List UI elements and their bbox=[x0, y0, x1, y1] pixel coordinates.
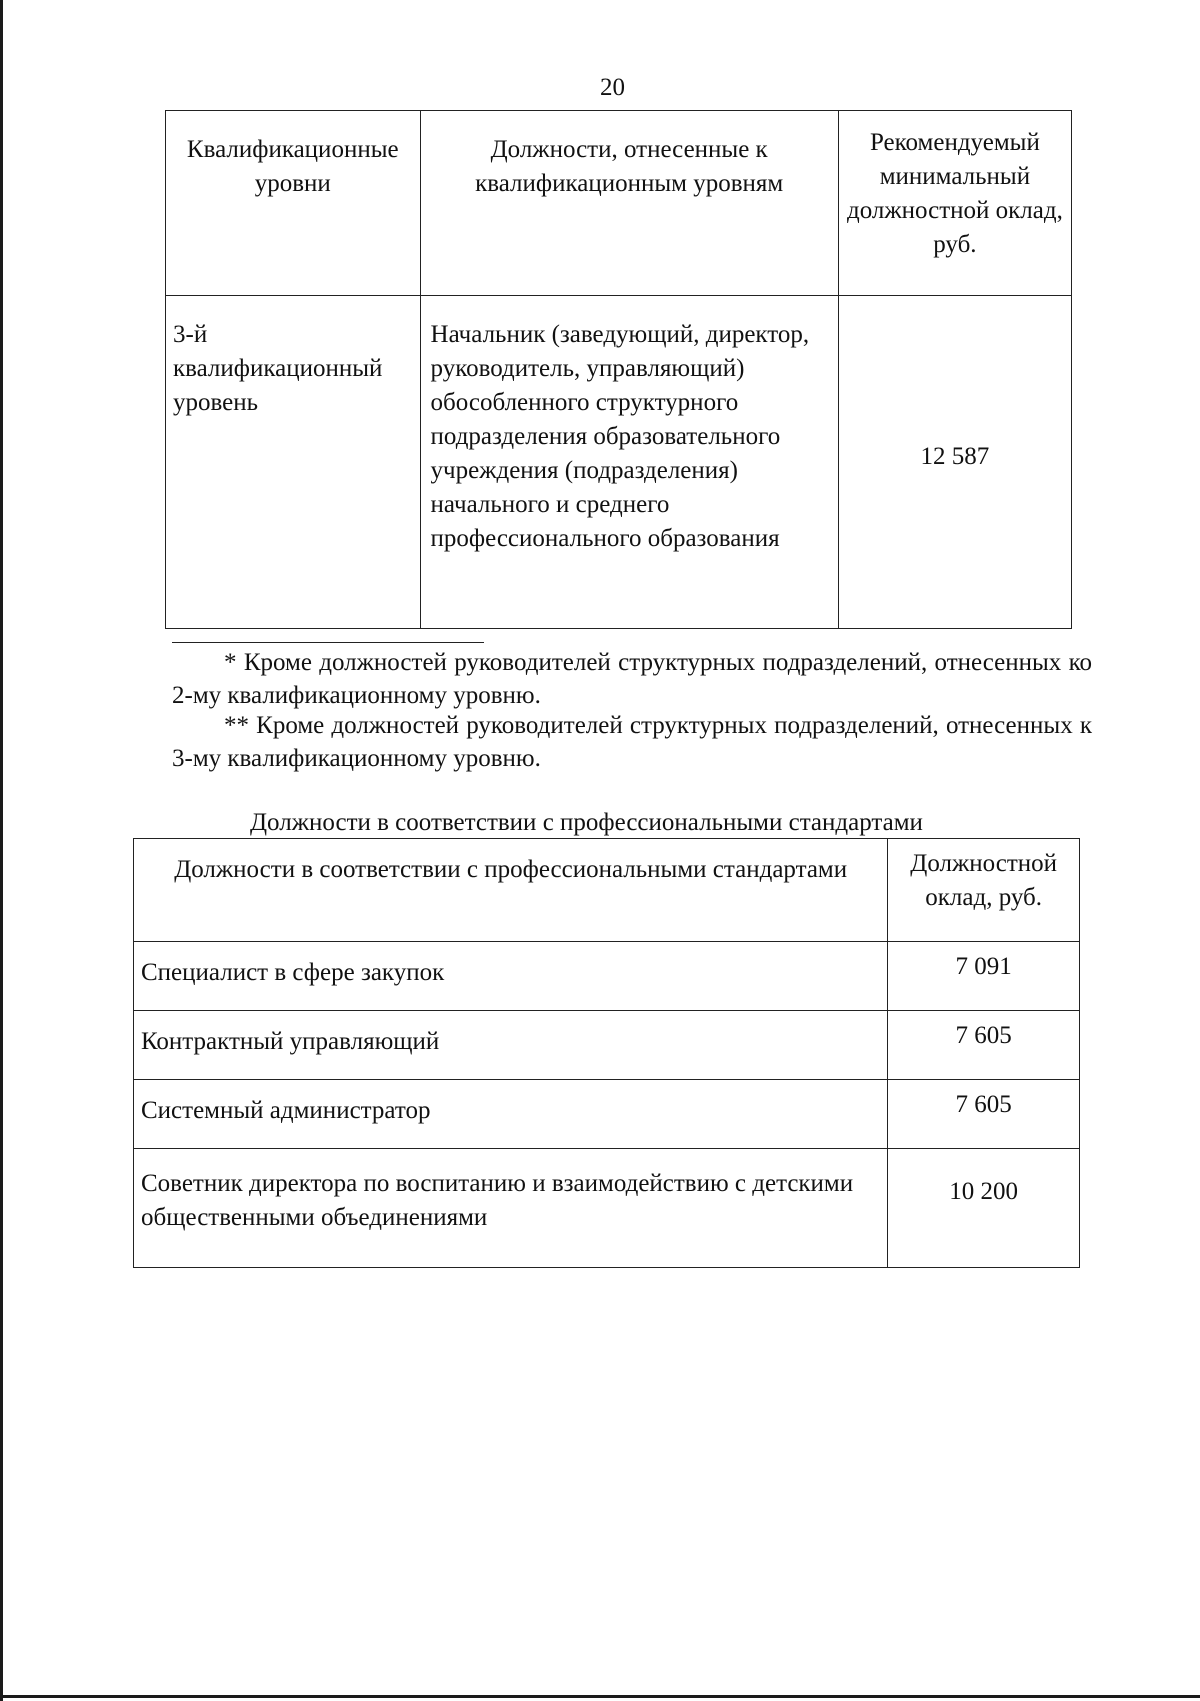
table-row bbox=[134, 1080, 1080, 1149]
table-row bbox=[134, 1149, 1080, 1268]
header-min-salary: Рекомендуемый минимальный должностной оклад, руб. bbox=[838, 111, 1071, 296]
cell-positions: Начальник (заведующий, директор, руководитель, управляющий) обособленного структурного подразделения образовательного учреждения (подразделения) начального и среднего профессионального образования bbox=[420, 296, 838, 629]
cell-position: Системный администратор bbox=[134, 1080, 888, 1149]
footnote-mark: * bbox=[224, 649, 237, 676]
cell-position: Контрактный управляющий bbox=[134, 1011, 888, 1080]
table-row bbox=[134, 942, 1080, 1011]
footnote-2 bbox=[172, 709, 1092, 775]
footnote-1 bbox=[172, 646, 1092, 712]
footnote-mark: ** bbox=[224, 712, 249, 739]
qualification-levels-table bbox=[165, 110, 1072, 629]
footnote-text: Кроме должностей руководителей структурных подразделений, отнесенных ко 2-му квалификационному уровню. bbox=[172, 649, 1093, 709]
footnote-separator bbox=[172, 642, 484, 643]
cell-salary: 7 605 bbox=[888, 1011, 1080, 1080]
table-header-row bbox=[166, 111, 1072, 296]
cell-position: Советник директора по воспитанию и взаимодействию с детскими общественными объединениями bbox=[134, 1149, 888, 1268]
cell-salary: 12 587 bbox=[838, 296, 1071, 629]
header-qualification-levels: Квалификационные уровни bbox=[166, 111, 421, 296]
cell-position: Специалист в сфере закупок bbox=[134, 942, 888, 1011]
header-positions: Должности, отнесенные к квалификационным уровням bbox=[420, 111, 838, 296]
cell-salary: 7 091 bbox=[888, 942, 1080, 1011]
scan-left-edge bbox=[0, 0, 3, 1701]
cell-salary: 10 200 bbox=[888, 1149, 1080, 1268]
page-number: 20 bbox=[600, 74, 625, 101]
cell-level: 3-й квалификационный уровень bbox=[166, 296, 421, 629]
table-row bbox=[166, 296, 1072, 629]
table-title: Должности в соответствии с профессиональными стандартами bbox=[250, 809, 923, 836]
footnote-text: Кроме должностей руководителей структурных подразделений, отнесенных к 3-му квалификационному уровню. bbox=[172, 712, 1092, 772]
header-salary: Должностной оклад, руб. bbox=[888, 839, 1080, 942]
table-header-row bbox=[134, 839, 1080, 942]
table-row bbox=[134, 1011, 1080, 1080]
header-positions: Должности в соответствии с профессиональными стандартами bbox=[134, 839, 888, 942]
cell-salary: 7 605 bbox=[888, 1080, 1080, 1149]
scan-bottom-edge bbox=[0, 1695, 1200, 1698]
professional-standards-table bbox=[133, 838, 1080, 1268]
